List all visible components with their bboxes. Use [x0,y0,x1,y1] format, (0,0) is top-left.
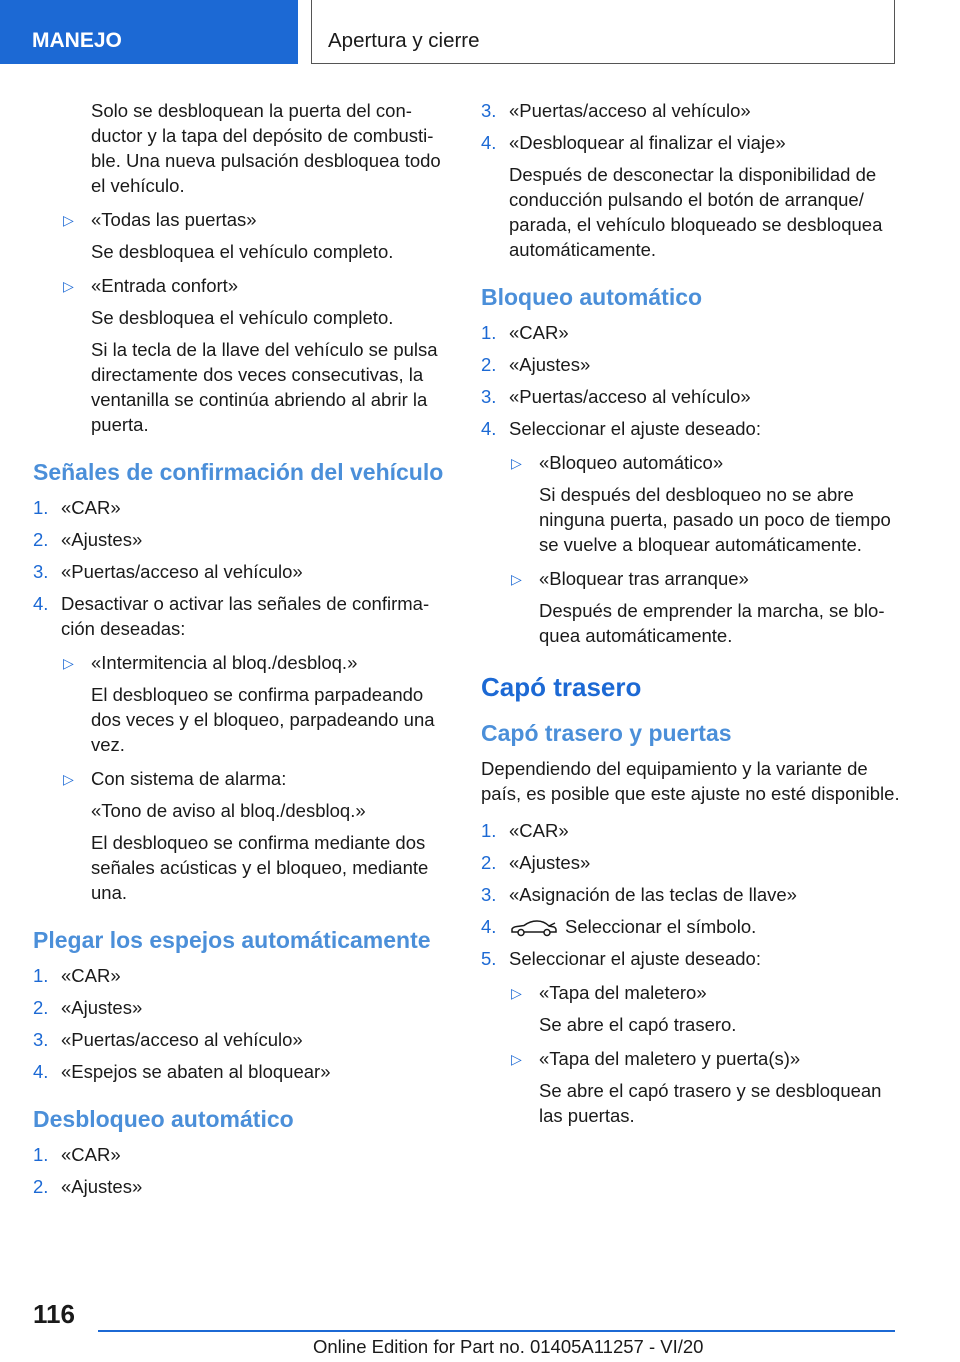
step-number: 1. [481,820,497,841]
list-item [481,320,901,345]
list-item [481,352,901,377]
step-number: 1. [33,965,49,986]
option-text: Se desbloquea el vehículo completo. [91,241,394,262]
section-heading: Plegar los espejos automáticamente [33,927,431,953]
step-number: 3. [33,1029,49,1050]
step-text: «Ajustes» [61,1176,143,1197]
option-text: Se abre el capó trasero y se desbloquean las puertas. [539,1080,882,1126]
step-number: 3. [481,884,497,905]
step-text: «Puertas/acceso al vehículo» [61,1029,303,1050]
step-number: 4. [481,916,497,937]
step-text: «Espejos se abaten al bloquear» [61,1061,331,1082]
option-title: «Bloqueo automático» [539,452,724,473]
step-text: «CAR» [509,322,569,343]
list-item [481,450,901,475]
step-text: «Puertas/acceso al vehículo» [509,386,751,407]
triangle-bullet-icon: ▷ [63,771,74,787]
step-number: 2. [481,354,497,375]
footer-edition: Online Edition for Part no. 01405A11257 - VI/20 [313,1336,704,1357]
triangle-bullet-icon: ▷ [511,571,522,587]
option-text: Se desbloquea el vehículo completo. [91,307,394,328]
option-title: «Tapa del maletero y puerta(s)» [539,1048,801,1069]
option-title: «Entrada confort» [91,275,239,296]
chapter-title: Apertura y cierre [328,29,480,52]
list-item [481,130,901,155]
list-item [33,1174,448,1199]
list-item [481,818,901,843]
step-description: Después de desconectar la disponibilidad de conducción pulsando el botón de arranque/ parada, el vehículo bloqueado se desbloquea automáticamente. [509,164,883,260]
list-item [33,766,448,791]
triangle-bullet-icon: ▷ [511,1051,522,1067]
step-text: «Ajustes» [61,529,143,550]
chapter-heading: Capó trasero [481,672,642,702]
section-title: MANEJO [32,29,122,52]
list-item [481,384,901,409]
list-item [481,1046,901,1071]
step-text: «Asignación de las teclas de llave» [509,884,797,905]
step-number: 1. [481,322,497,343]
step-text: Seleccionar el símbolo. [565,916,757,937]
triangle-bullet-icon: ▷ [511,455,522,471]
list-item [33,559,448,584]
section-heading: Desbloqueo automático [33,1106,294,1132]
step-number: 4. [33,1061,49,1082]
list-item [481,914,901,939]
step-text: «Ajustes» [61,997,143,1018]
section-tab [0,0,298,64]
step-text: Desactivar o activar las señales de confirmación deseadas: [61,593,430,639]
step-number: 5. [481,948,497,969]
option-title: «Intermitencia al bloq./desbloq.» [91,652,358,673]
triangle-bullet-icon: ▷ [511,985,522,1001]
option-text: El desbloqueo se confirma mediante dos señales acústicas y el bloqueo, mediante una. [91,832,429,903]
option-text: Si después del desbloqueo no se abre ninguna puerta, pasado un poco de tiempo se vuelve a bloquear automáticamente. [539,484,891,555]
step-number: 1. [33,497,49,518]
intro-paragraph: Solo se desbloquean la puerta del conductor y la tapa del depósito de combustible. Una nueva pulsación desbloquea todo el vehículo. [91,100,441,196]
section-heading: Bloqueo automático [481,284,703,310]
step-text: «CAR» [61,965,121,986]
step-text: «CAR» [61,1144,121,1165]
step-number: 3. [481,386,497,407]
step-number: 2. [33,529,49,550]
chapter-header [311,0,895,64]
step-text: «Desbloquear al finalizar el viaje» [509,132,786,153]
list-item [33,207,448,232]
list-item [33,963,448,988]
option-title: Con sistema de alarma: [91,768,287,789]
step-text: «CAR» [61,497,121,518]
step-text: «Puertas/acceso al vehículo» [61,561,303,582]
step-text: «Ajustes» [509,354,591,375]
step-number: 3. [481,100,497,121]
left-column [33,98,448,1206]
step-number: 2. [481,852,497,873]
step-text: «CAR» [509,820,569,841]
footer-divider [98,1330,895,1332]
option-title: «Tapa del maletero» [539,982,707,1003]
step-number: 1. [33,1144,49,1165]
list-item [481,882,901,907]
step-text: «Ajustes» [509,852,591,873]
section-intro: Dependiendo del equipamiento y la variante de país, es posible que este ajuste no esté disponible. [481,758,900,804]
list-item [33,1142,448,1167]
step-text: «Puertas/acceso al vehículo» [509,100,751,121]
triangle-bullet-icon: ▷ [63,212,74,228]
list-item [33,591,448,641]
section-heading: Capó trasero y puertas [481,720,732,746]
list-item [481,980,901,1005]
step-number: 4. [481,418,497,439]
step-text: Seleccionar el ajuste deseado: [509,948,761,969]
list-item [481,98,901,123]
car-icon [509,918,559,938]
list-item [481,850,901,875]
page-number: 116 [33,1299,75,1329]
list-item [33,1027,448,1052]
step-number: 4. [481,132,497,153]
list-item [33,273,448,298]
list-item [33,495,448,520]
section-heading: Señales de confirmación del vehículo [33,459,444,485]
list-item [33,650,448,675]
step-number: 2. [33,997,49,1018]
option-text: Se abre el capó trasero. [539,1014,737,1035]
step-number: 4. [33,593,49,614]
list-item [481,566,901,591]
option-text: El desbloqueo se confirma parpadeando dos veces y el bloqueo, parpadeando una vez. [91,684,435,755]
list-item [33,1059,448,1084]
right-column [481,98,901,1135]
step-number: 3. [33,561,49,582]
step-text: Seleccionar el ajuste deseado: [509,418,761,439]
step-number: 2. [33,1176,49,1197]
triangle-bullet-icon: ▷ [63,278,74,294]
option-text: «Tono de aviso al bloq./desbloq.» [91,800,366,821]
option-text: Si la tecla de la llave del vehículo se pulsa directamente dos veces consecutivas, la ventanilla se continúa abriendo al abrir la puerta. [91,339,438,435]
option-text: Después de emprender la marcha, se bloquea automáticamente. [539,600,885,646]
triangle-bullet-icon: ▷ [63,655,74,671]
list-item [33,995,448,1020]
list-item [33,527,448,552]
list-item [481,416,901,441]
option-title: «Bloquear tras arranque» [539,568,749,589]
list-item [481,946,901,971]
option-title: «Todas las puertas» [91,209,257,230]
